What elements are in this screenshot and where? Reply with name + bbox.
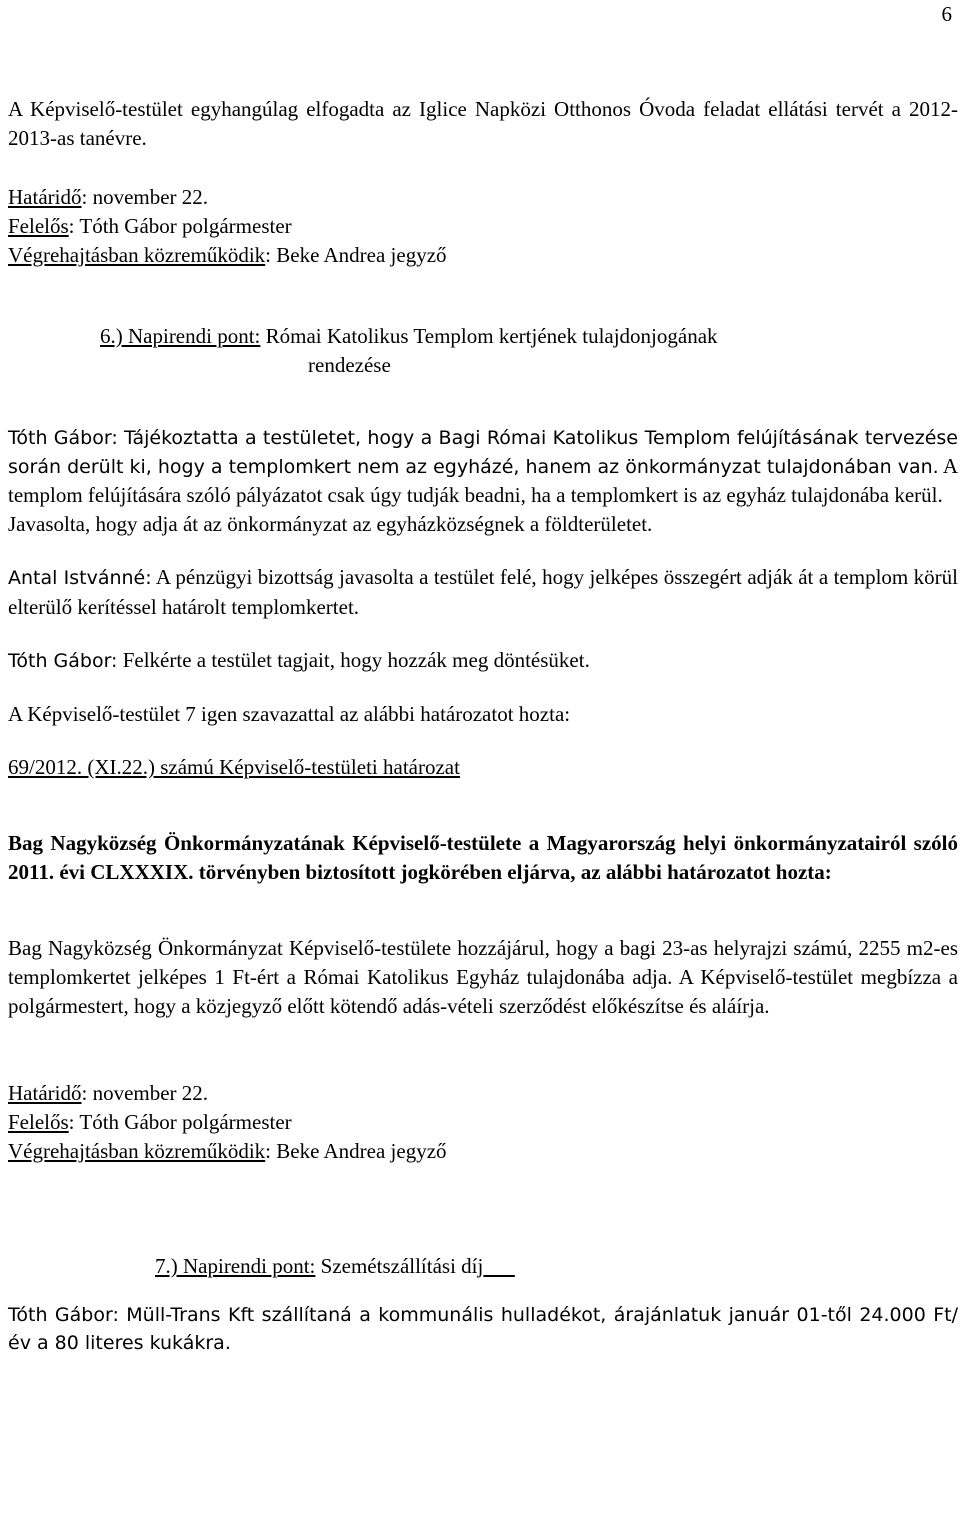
agenda-item-7	[8, 1252, 958, 1281]
agenda-6-label: 6.) Napirendi pont:	[100, 324, 261, 348]
deadline-value: : november 22.	[81, 185, 209, 209]
responsible-line	[8, 1108, 958, 1137]
statement-text: A pénzügyi bizottság javasolta a testület felé, hogy jelképes összegért adják át a templom körül elterülő kerítéssel határolt templomkertet.	[8, 565, 958, 619]
agenda-6-heading	[100, 322, 958, 351]
speaker-toth-gabor: Tóth Gábor:	[8, 427, 118, 449]
responsible-value: : Tóth Gábor polgármester	[68, 1110, 292, 1134]
agenda-7-underline-blank	[483, 1254, 515, 1278]
resolution-body: Bag Nagyközség Önkormányzat Képviselő-testülete hozzájárul, hogy a bagi 23-as helyrajzi számú, 2255 m2-es templomkertet jelképes 1 Ft-ért a Római Katolikus Egyház tulajdonába adja. A Képviselő-testület megbízza a polgármestert, hogy a közjegyző előtt kötendő adás-vételi szerződést előkészítse és aláírja.	[8, 936, 958, 1018]
deadline-line	[8, 1079, 958, 1108]
speaker-antal-istvanne: Antal Istvánné:	[8, 567, 152, 589]
executor-value: : Beke Andrea jegyző	[265, 1139, 447, 1163]
deadline-label: Határidő	[8, 1081, 82, 1105]
statement-proposal: Javasolta, hogy adja át az önkormányzat az egyházközségnek a földterületet.	[8, 512, 653, 536]
agenda-6-title: Római Katolikus Templom kertjének tulajdonjogának	[260, 324, 718, 348]
deadline-value: : november 22.	[81, 1081, 209, 1105]
statement-text: Müll-Trans Kft szállítaná a kommunális hulladékot, árajánlatuk január 01-től 24.000 Ft/év a 80 literes kukákra.	[8, 1304, 958, 1354]
statement-toth-1	[8, 424, 958, 510]
paragraph-kindergarten-approval: A Képviselő-testület egyhangúlag elfogadta az Iglice Napközi Otthonos Óvoda feladat ellátási tervét a 2012-2013-as tanévre.	[8, 97, 958, 150]
page-number: 6	[941, 2, 952, 26]
executor-value: : Beke Andrea jegyző	[265, 243, 447, 267]
statement-antal	[8, 563, 958, 622]
agenda-6-title-continued: rendezése	[308, 353, 391, 377]
responsibility-block-1	[8, 183, 958, 270]
responsible-value: : Tóth Gábor polgármester	[68, 214, 292, 238]
speaker-toth-gabor: Tóth Gábor:	[8, 650, 118, 672]
responsibility-block-2	[8, 1079, 958, 1166]
deadline-label: Határidő	[8, 185, 82, 209]
responsible-line	[8, 212, 958, 241]
speaker-toth-gabor: Tóth Gábor:	[8, 1304, 119, 1326]
executor-label: Végrehajtásban közreműködik	[8, 1139, 266, 1163]
agenda-7-label: 7.) Napirendi pont:	[155, 1254, 316, 1278]
statement-text: Tájékoztatta a testületet, hogy a Bagi Római Katolikus Templom felújításának tervezése során derült ki, hogy a templomkert nem az egyházé, hanem az önkormányzat tulajdonában van.	[8, 427, 958, 478]
agenda-7-title: Szemétszállítási díj	[315, 1254, 484, 1278]
statement-text: Felkérte a testület tagjait, hogy hozzák meg döntésüket.	[117, 648, 590, 672]
responsible-label: Felelős	[8, 1110, 69, 1134]
executor-line	[8, 1137, 958, 1166]
statement-toth-2	[8, 646, 958, 676]
document-body	[8, 95, 958, 1357]
resolution-preamble: Bag Nagyközség Önkormányzatának Képviselő-testülete a Magyarország helyi önkormányzatairól szóló 2011. évi CLXXXIX. törvényben biztosított jogkörében eljárva, az alábbi határozatot hozta:	[8, 831, 958, 884]
vote-result: A Képviselő-testület 7 igen szavazattal az alábbi határozatot hozta:	[8, 702, 571, 726]
statement-text-2: A templom felújítására szóló pályázatot csak úgy tudják beadni, ha a templomkert is az egyház tulajdonába kerül.	[8, 454, 958, 507]
statement-toth-3	[8, 1301, 958, 1357]
responsible-label: Felelős	[8, 214, 69, 238]
agenda-item-6	[8, 322, 958, 380]
executor-label: Végrehajtásban közreműködik	[8, 243, 266, 267]
deadline-line	[8, 183, 958, 212]
executor-line	[8, 241, 958, 270]
resolution-title: 69/2012. (XI.22.) számú Képviselő-testületi határozat	[8, 755, 460, 779]
